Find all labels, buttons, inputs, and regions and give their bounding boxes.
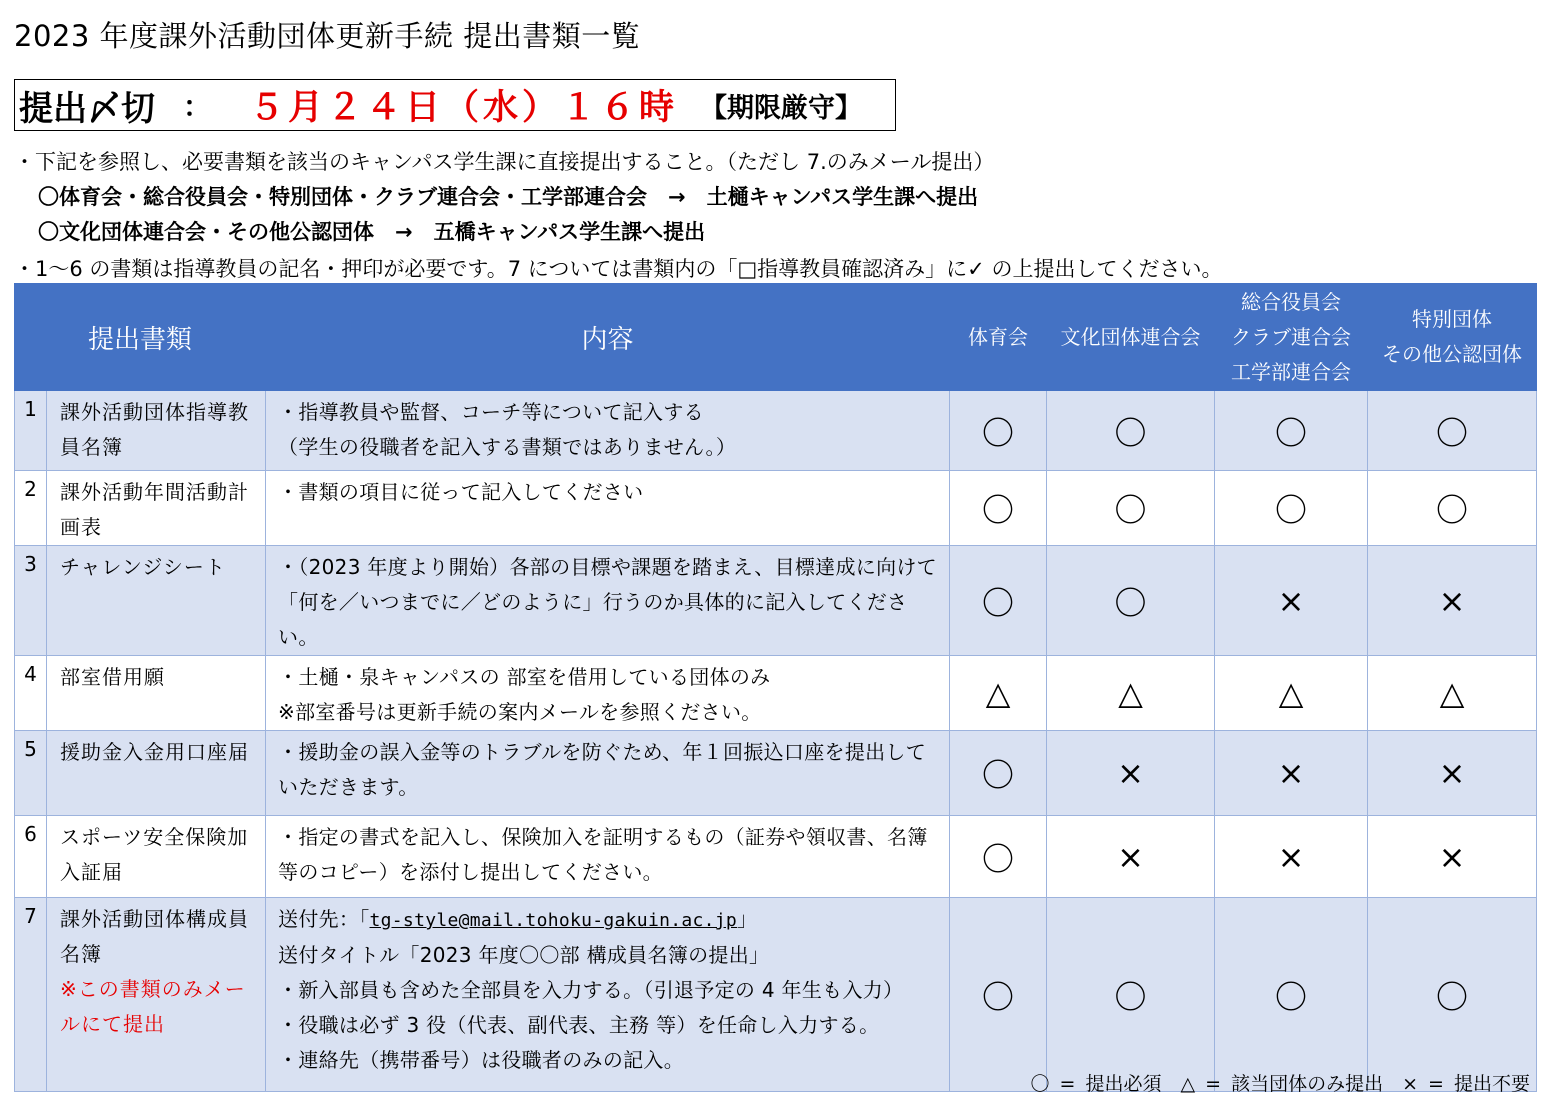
header-tokubetsu-line-1: 特別団体 [1412,307,1493,331]
instruction-line-3: 〇文化団体連合会・その他公認団体 → 五橋キャンパス学生課へ提出 [38,220,706,244]
table-row [15,546,1537,656]
content-line: ・（2023 年度より開始）各部の目標や課題を踏まえ、目標達成に向けて [278,555,937,579]
document-name [47,898,266,1092]
mark-taiikukai: 〇 [950,816,1047,898]
document-name: 課外活動団体指導教員名簿 [47,391,266,471]
mark-sogo: 〇 [1215,898,1368,1092]
mark-taiikukai: 〇 [950,546,1047,656]
content-line: 「何を／いつまでに／どのように」行うのか具体的に記入してください。 [278,590,908,649]
mark-taiikukai: 〇 [950,898,1047,1092]
mark-bunka: △ [1047,656,1215,731]
header-sogo-line-1: 総合役員会 [1241,289,1342,314]
mark-sogo: 〇 [1215,391,1368,471]
row-number: 5 [15,731,47,816]
mark-tokubetsu: 〇 [1368,898,1537,1092]
documents-table [14,283,1537,1092]
table-row [15,471,1537,546]
row-number: 2 [15,471,47,546]
mark-sogo: × [1215,731,1368,816]
document-name: スポーツ安全保険加入証届 [47,816,266,898]
mark-bunka: × [1047,731,1215,816]
mark-bunka: 〇 [1047,898,1215,1092]
document-content [266,816,950,898]
content-line: 等のコピー）を添付し提出してください。 [278,860,663,884]
table-row [15,816,1537,898]
instruction-line-4: ・1～6 の書類は指導教員の記名・押印が必要です。7 については書類内の「□指導教員確認済み」に✓ の上提出してください。 [14,257,1223,281]
header-sogo-line-3: 工学部連合会 [1231,359,1352,384]
table-header-row [15,284,1537,391]
content-line: ・指定の書式を記入し、保険加入を証明するもの（証券や領収書、名簿 [278,825,928,849]
mark-bunka: 〇 [1047,391,1215,471]
mark-sogo: △ [1215,656,1368,731]
document-name: チャレンジシート [47,546,266,656]
deadline-label: 提出〆切 [19,88,155,129]
mark-tokubetsu: △ [1368,656,1537,731]
table-row [15,656,1537,731]
row-number: 6 [15,816,47,898]
table-row [15,391,1537,471]
page-title: 2023 年度課外活動団体更新手続 提出書類一覧 [14,19,641,53]
mark-tokubetsu: 〇 [1368,391,1537,471]
content-line: ・指導教員や監督、コーチ等について記入する [278,400,704,424]
mark-tokubetsu: × [1368,546,1537,656]
document-name: 課外活動年間活動計画表 [47,471,266,546]
mark-sogo: × [1215,816,1368,898]
content-line: ・援助金の誤入金等のトラブルを防ぐため、年１回振込口座を提出して [278,740,927,764]
mark-tokubetsu: × [1368,731,1537,816]
instruction-line-2: 〇体育会・総合役員会・特別団体・クラブ連合会・工学部連合会 → 土樋キャンパス学生課へ提出 [38,185,979,209]
mark-bunka: 〇 [1047,546,1215,656]
document-content [266,471,950,546]
content-line: ・新入部員も含めた全部員を入力する。（引退予定の 4 年生も入力） [278,978,904,1002]
instruction-line-1: ・下記を参照し、必要書類を該当のキャンパス学生課に直接提出すること。（ただし 7.のみメール提出） [14,150,995,174]
header-sogo [1215,284,1368,391]
header-document: 提出書類 [15,284,266,391]
document-name-text: 課外活動団体構成員名簿 [60,907,249,966]
document-name: 部室借用願 [47,656,266,731]
header-tokubetsu-line-2: その他公認団体 [1382,342,1523,366]
document-content [266,546,950,656]
mark-sogo: × [1215,546,1368,656]
mark-tokubetsu: 〇 [1368,471,1537,546]
subject-line: 送付タイトル「2023 年度〇〇部 構成員名簿の提出」 [278,943,770,967]
document-content [266,656,950,731]
table-row [15,731,1537,816]
deadline-note: 【期限厳守】 [700,92,863,124]
header-content: 内容 [266,284,950,391]
document-content [266,898,950,1092]
content-line: ・連絡先（携帯番号）は役職者のみの記入。 [278,1048,685,1072]
row-number: 1 [15,391,47,471]
mark-taiikukai: △ [950,656,1047,731]
deadline-box [14,79,896,131]
content-line: （学生の役職者を記入する書類ではありません。） [278,435,737,459]
email-link[interactable]: tg-style@mail.tohoku-gakuin.ac.jp [369,910,738,931]
table-row [15,898,1537,1092]
mark-legend: 〇 = 提出必須 △ = 該当団体のみ提出 × = 提出不要 [1030,1073,1530,1095]
header-tokubetsu [1368,284,1537,391]
content-line: ・書類の項目に従って記入してください [278,480,644,504]
header-sogo-line-2: クラブ連合会 [1231,324,1352,349]
mark-tokubetsu: × [1368,816,1537,898]
deadline-date: ５月２４日（水）１６時 [249,88,679,128]
deadline-colon: ： [183,90,212,123]
content-line: いただきます。 [278,775,419,799]
mark-bunka: × [1047,816,1215,898]
mark-bunka: 〇 [1047,471,1215,546]
mark-taiikukai: 〇 [950,391,1047,471]
header-taiikukai: 体育会 [950,284,1047,391]
row-number: 7 [15,898,47,1092]
mark-sogo: 〇 [1215,471,1368,546]
content-line: ※部室番号は更新手続の案内メールを参照ください。 [278,700,762,724]
content-line: ・役職は必ず 3 役（代表、副代表、主務 等）を任命し入力する。 [278,1013,880,1037]
document-content [266,391,950,471]
row-number: 4 [15,656,47,731]
header-bunka: 文化団体連合会 [1047,284,1215,391]
document-content [266,731,950,816]
content-line: ・土樋・泉キャンパスの 部室を借用している団体のみ [278,665,771,689]
mark-taiikukai: 〇 [950,471,1047,546]
send-to-line [278,902,941,938]
mark-taiikukai: 〇 [950,731,1047,816]
send-to-label: 送付先：「 [278,907,370,931]
document-name: 援助金入金用口座届 [47,731,266,816]
row-number: 3 [15,546,47,656]
send-to-close: 」 [737,907,758,931]
email-only-note: ※この書類のみメールにて提出 [60,977,246,1036]
